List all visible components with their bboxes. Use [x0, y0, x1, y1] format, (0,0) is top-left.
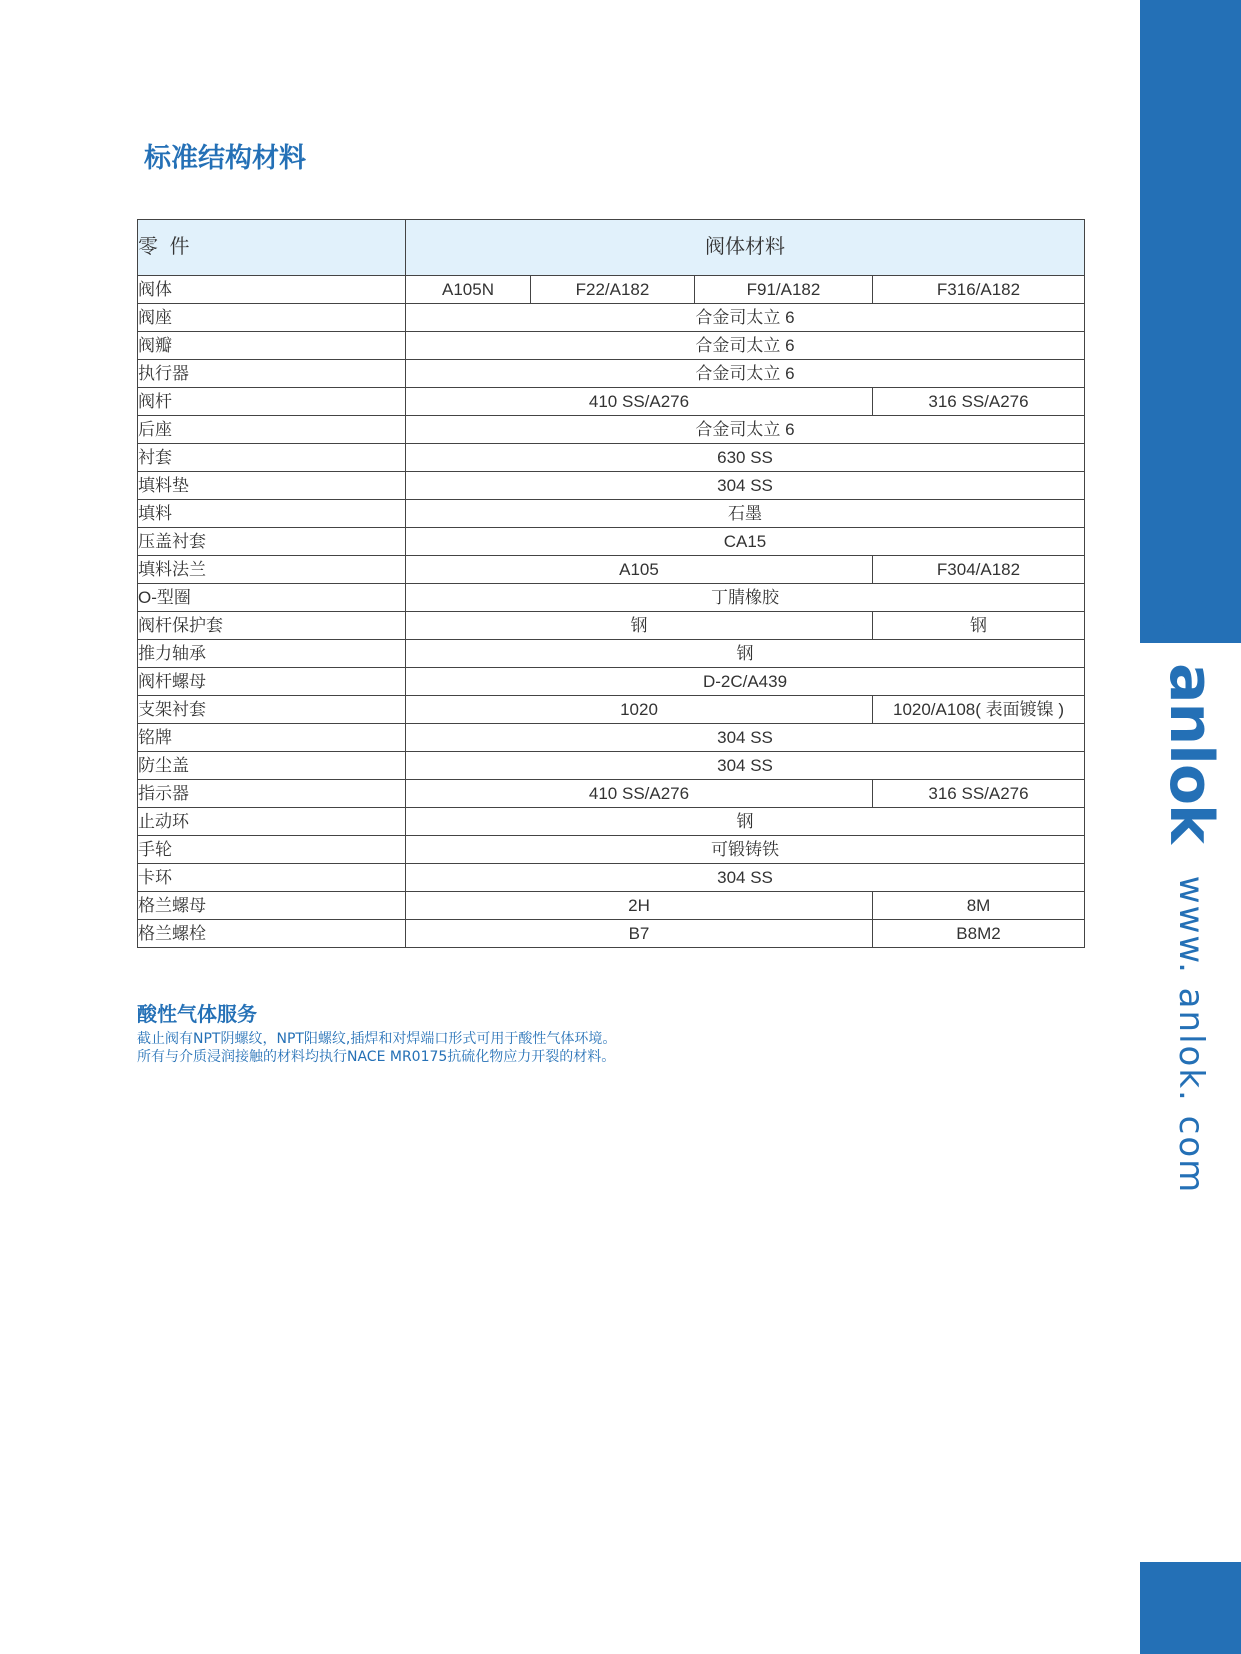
part-name: 格兰螺栓 [138, 920, 406, 948]
material-value: 钢 [406, 808, 1085, 836]
table-row [138, 416, 1085, 444]
chapter-number: 04 [1160, 585, 1221, 650]
part-name: 后座 [138, 416, 406, 444]
part-name: 阀瓣 [138, 332, 406, 360]
part-name: 格兰螺母 [138, 892, 406, 920]
table-row [138, 500, 1085, 528]
table-row [138, 360, 1085, 388]
material-value: 410 SS/A276 [406, 780, 873, 808]
material-value: 304 SS [406, 724, 1085, 752]
part-name: 指示器 [138, 780, 406, 808]
part-name: 卡环 [138, 864, 406, 892]
part-name: 阀体 [138, 276, 406, 304]
header-material: 阀体材料 [406, 220, 1085, 276]
material-value: 合金司太立 6 [406, 360, 1085, 388]
part-name: 执行器 [138, 360, 406, 388]
part-name: 填料垫 [138, 472, 406, 500]
part-name: 填料 [138, 500, 406, 528]
part-name: 阀座 [138, 304, 406, 332]
material-value: 1020 [406, 696, 873, 724]
section-title: 标准结构材料 [144, 143, 306, 174]
table-body [138, 276, 1085, 948]
part-name: 阀杆 [138, 388, 406, 416]
header-part: 零 件 [138, 220, 406, 276]
material-value: 合金司太立 6 [406, 304, 1085, 332]
material-value: 410 SS/A276 [406, 388, 873, 416]
website-url [1140, 870, 1241, 1200]
part-name: O-型圈 [138, 584, 406, 612]
table-row [138, 528, 1085, 556]
table-row [138, 640, 1085, 668]
material-value: 2H [406, 892, 873, 920]
table-row [138, 584, 1085, 612]
sour-gas-title: 酸性气体服务 [137, 1002, 257, 1026]
material-value: B8M2 [873, 920, 1085, 948]
part-name: 防尘盖 [138, 752, 406, 780]
material-value: F22/A182 [531, 276, 695, 304]
material-value: 石墨 [406, 500, 1085, 528]
table-row [138, 668, 1085, 696]
table-row [138, 892, 1085, 920]
website-url-text: www. anlok. com [1170, 875, 1211, 1195]
table-row [138, 864, 1085, 892]
part-name: 阀杆保护套 [138, 612, 406, 640]
brand-logo-text: anlok [1155, 663, 1226, 843]
material-value: 钢 [873, 612, 1085, 640]
part-name: 止动环 [138, 808, 406, 836]
table-row [138, 836, 1085, 864]
part-name: 填料法兰 [138, 556, 406, 584]
material-value: F304/A182 [873, 556, 1085, 584]
material-value: 丁腈橡胶 [406, 584, 1085, 612]
table-row [138, 752, 1085, 780]
material-value: F91/A182 [695, 276, 873, 304]
table-row [138, 808, 1085, 836]
part-name: 衬套 [138, 444, 406, 472]
table-row [138, 388, 1085, 416]
material-value: 合金司太立 6 [406, 332, 1085, 360]
materials-table [137, 219, 1085, 948]
part-name: 支架衬套 [138, 696, 406, 724]
table-row [138, 780, 1085, 808]
table-row [138, 612, 1085, 640]
material-value: 304 SS [406, 752, 1085, 780]
table-row [138, 332, 1085, 360]
table-row [138, 920, 1085, 948]
material-value: A105 [406, 556, 873, 584]
table-row [138, 276, 1085, 304]
part-name: 铭牌 [138, 724, 406, 752]
side-band-bottom [1140, 1562, 1241, 1654]
material-value: 合金司太立 6 [406, 416, 1085, 444]
part-name: 压盖衬套 [138, 528, 406, 556]
material-value: D-2C/A439 [406, 668, 1085, 696]
part-name: 手轮 [138, 836, 406, 864]
brand-logo [1140, 663, 1241, 843]
material-value: 钢 [406, 612, 873, 640]
side-band-top [1140, 0, 1241, 643]
material-value: B7 [406, 920, 873, 948]
table-row [138, 472, 1085, 500]
material-value: CA15 [406, 528, 1085, 556]
material-value: 630 SS [406, 444, 1085, 472]
part-name: 推力轴承 [138, 640, 406, 668]
material-value: F316/A182 [873, 276, 1085, 304]
material-value: 304 SS [406, 472, 1085, 500]
sour-gas-text-line: 截止阀有NPT阴螺纹，NPT阳螺纹,插焊和对焊端口形式可用于酸性气体环境。 [137, 1031, 617, 1047]
material-value: 可锻铸铁 [406, 836, 1085, 864]
table-row [138, 556, 1085, 584]
material-value: 1020/A108( 表面镀镍 ) [873, 696, 1085, 724]
material-value: 钢 [406, 640, 1085, 668]
material-value: 316 SS/A276 [873, 780, 1085, 808]
sour-gas-text-line: 所有与介质浸润接触的材料均执行NACE MR0175抗硫化物应力开裂的材料。 [137, 1049, 616, 1065]
table-row [138, 724, 1085, 752]
part-name: 阀杆螺母 [138, 668, 406, 696]
table-row [138, 444, 1085, 472]
material-value: A105N [406, 276, 531, 304]
material-value: 304 SS [406, 864, 1085, 892]
material-value: 316 SS/A276 [873, 388, 1085, 416]
table-row [138, 304, 1085, 332]
material-value: 8M [873, 892, 1085, 920]
table-row [138, 696, 1085, 724]
table-header-row [138, 220, 1085, 276]
